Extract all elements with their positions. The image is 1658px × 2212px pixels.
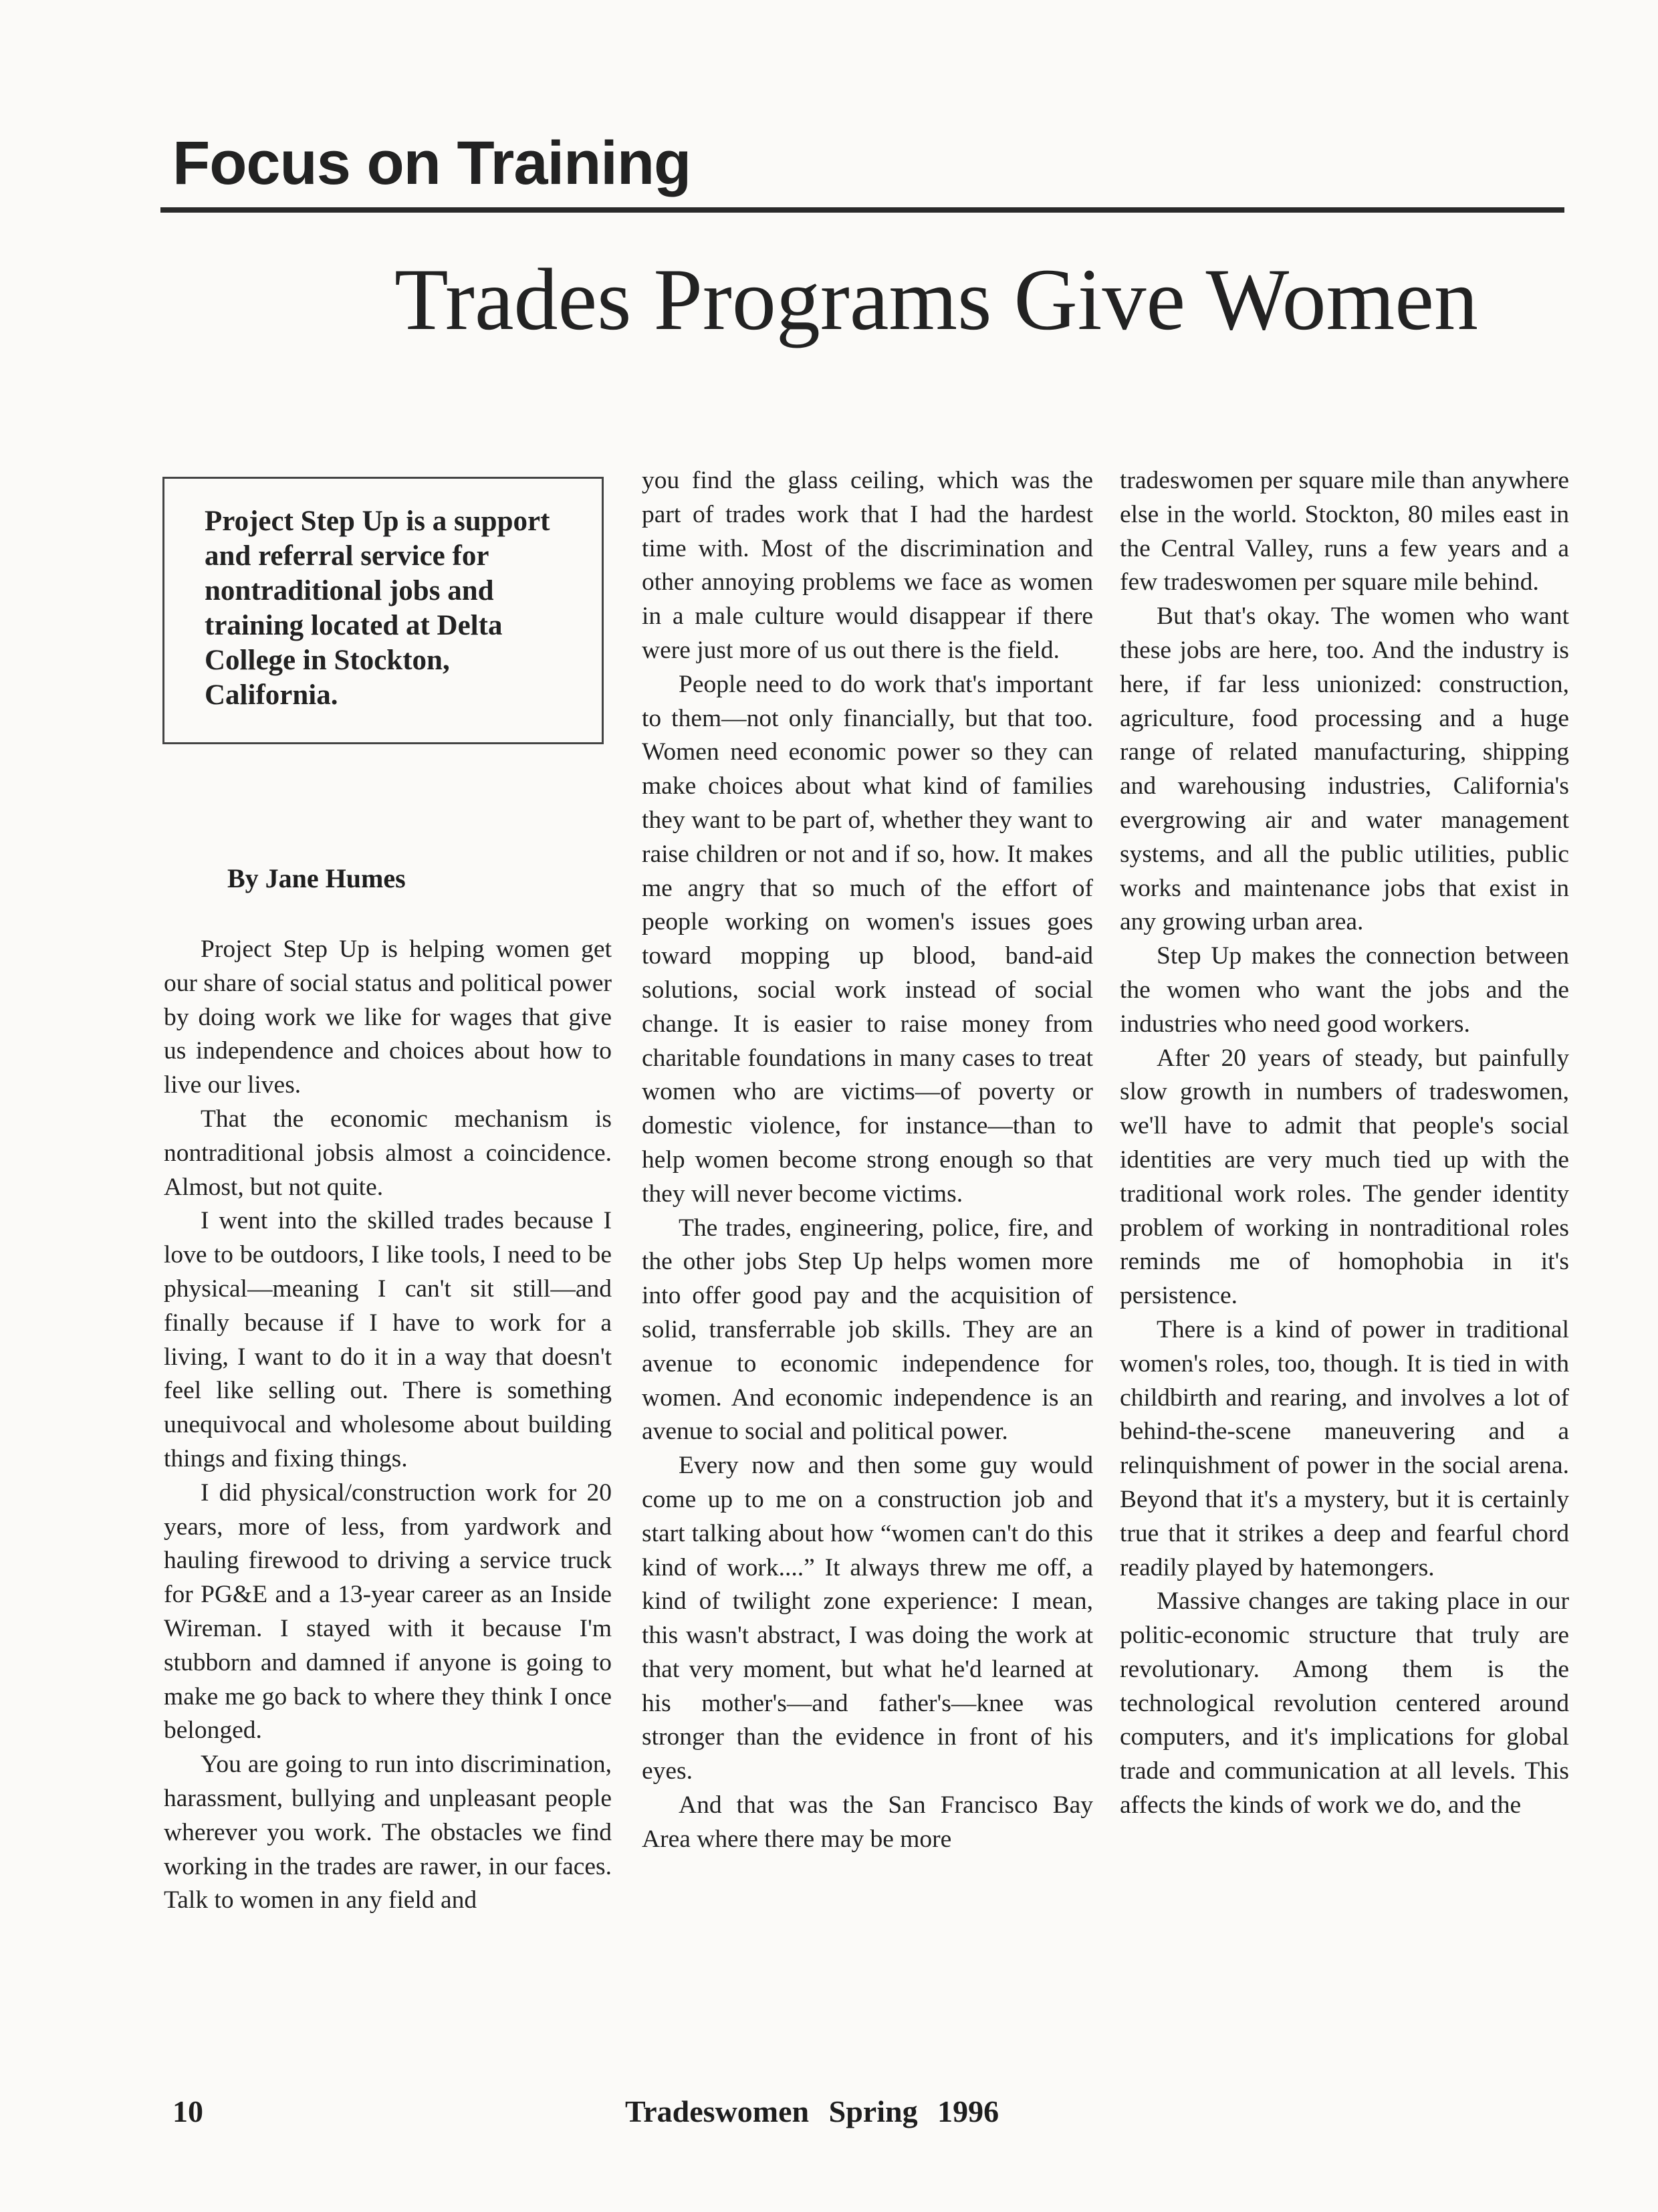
paragraph: That the economic mechanism is nontraditional jobsis almost a coincidence. Almost, but not quite.	[164, 1105, 612, 1201]
paragraph: Every now and then some guy would come up to me on a construction job and start talking about how “women can't do this kind of work....” It always threw me off, a kind of twilight zone experience: I mean, this wasn't abstract, I was doing the work at that very moment, but what he'd learned at his mother's—and father's—knee was stronger than the evidence in front of his eyes.	[642, 1452, 1093, 1785]
pull-quote-box	[162, 477, 604, 744]
article-headline: Trades Programs Give Women	[394, 250, 1478, 348]
section-title: Focus on Training	[172, 129, 691, 197]
paragraph: The trades, engineering, police, fire, and the other jobs Step Up helps women more into offer good pay and the acquisition of solid, transferrable job skills. They are an avenue to economic independence for women. And economic independence is an avenue to social and political power.	[642, 1214, 1093, 1446]
paragraph: you find the glass ceiling, which was the part of trades work that I had the hardest time with. Most of the discrimination and other annoying problems we face as women in a male culture would disappear if there were just more of us out there is the field.	[642, 467, 1093, 664]
byline: By Jane Humes	[227, 863, 406, 893]
paragraph: Project Step Up is helping women get our share of social status and political power by doing work we like for wages that give us independence and choices about how to live our lives.	[164, 935, 612, 1099]
paragraph: I did physical/construction work for 20 years, more of less, from yardwork and hauling firewood to driving a service truck for PG&E and a 13-year career as an Inside Wireman. I stayed with it because I'm stubborn and damned if anyone is going to make me go back to where they think I once belonged.	[164, 1478, 612, 1745]
paragraph: You are going to run into discrimination, harassment, bullying and unpleasant people wherever you work. The obstacles we find working in the trades are rawer, in our faces. Talk to women in any field and	[164, 1751, 612, 1914]
paragraph: I went into the skilled trades because I love to be outdoors, I like tools, I need to be physical—meaning I can't sit still—and finally because if I have to work for a living, I want to do it in a way that doesn't feel like selling out. There is something unequivocal and wholesome about building things and fixing things.	[164, 1207, 612, 1472]
paragraph: People need to do work that's important to them—not only financially, but that too. Women need economic power so they can make choices about what kind of families they want to be part of, whether they want to raise children or not and if so, how. It makes me angry that so much of the effort of people working on women's issues goes toward mopping up blood, band-aid solutions, social work instead of social change. It is easier to raise money from charitable foundations in many cases to treat women who are victims—of poverty or domestic violence, for instance—than to help women become strong enough so that they will never become victims.	[642, 670, 1093, 1208]
paragraph: And that was the San Francisco Bay Area where there may be more	[642, 1791, 1093, 1853]
paragraph: After 20 years of steady, but painfully slow growth in numbers of tradeswomen, we'll have to admit that people's social identities are very much tied up with the traditional work roles. The gender identity problem of working in nontraditional roles reminds me of homophobia in it's persistence.	[1120, 1044, 1569, 1310]
paragraph: Massive changes are taking place in our politic-economic structure that truly are revolutionary. Among them is the technological revolution centered around computers, and it's implications for global trade and communication at all levels. This affects the kinds of work we do, and the	[1120, 1587, 1569, 1819]
paragraph: tradeswomen per square mile than anywhere else in the world. Stockton, 80 miles east in the Central Valley, runs a few years and a few tradeswomen per square mile behind.	[1120, 467, 1569, 596]
article-column-3	[1120, 464, 1569, 1823]
paragraph: But that's okay. The women who want these jobs are here, too. And the industry is here, if far less unionized: construction, agriculture, food processing and a huge range of related manufacturing, shipping and warehousing industries, California's evergrowing air and water management systems, and all the public utilities, public works and maintenance jobs that exist in any growing urban area.	[1120, 602, 1569, 936]
page-number: 10	[172, 2094, 203, 2128]
paragraph: Step Up makes the connection between the women who want the jobs and the industries who need good workers.	[1120, 942, 1569, 1038]
header-rule	[160, 207, 1564, 213]
publication-footer: Tradeswomen Spring 1996	[625, 2094, 999, 2128]
paragraph: There is a kind of power in traditional women's roles, too, though. It is tied in with childbirth and rearing, and involves a lot of behind-the-scene maneuvering and a relinquishment of power in the social arena. Beyond that it's a mystery, but it is certainly true that it strikes a deep and fearful chord readily played by hatemongers.	[1120, 1315, 1569, 1581]
article-column-2	[642, 464, 1093, 1857]
pull-quote-text: Project Step Up is a support and referral service for nontraditional jobs and training located at Delta College in Stockton, California.	[205, 506, 550, 711]
article-column-1	[164, 933, 612, 1918]
